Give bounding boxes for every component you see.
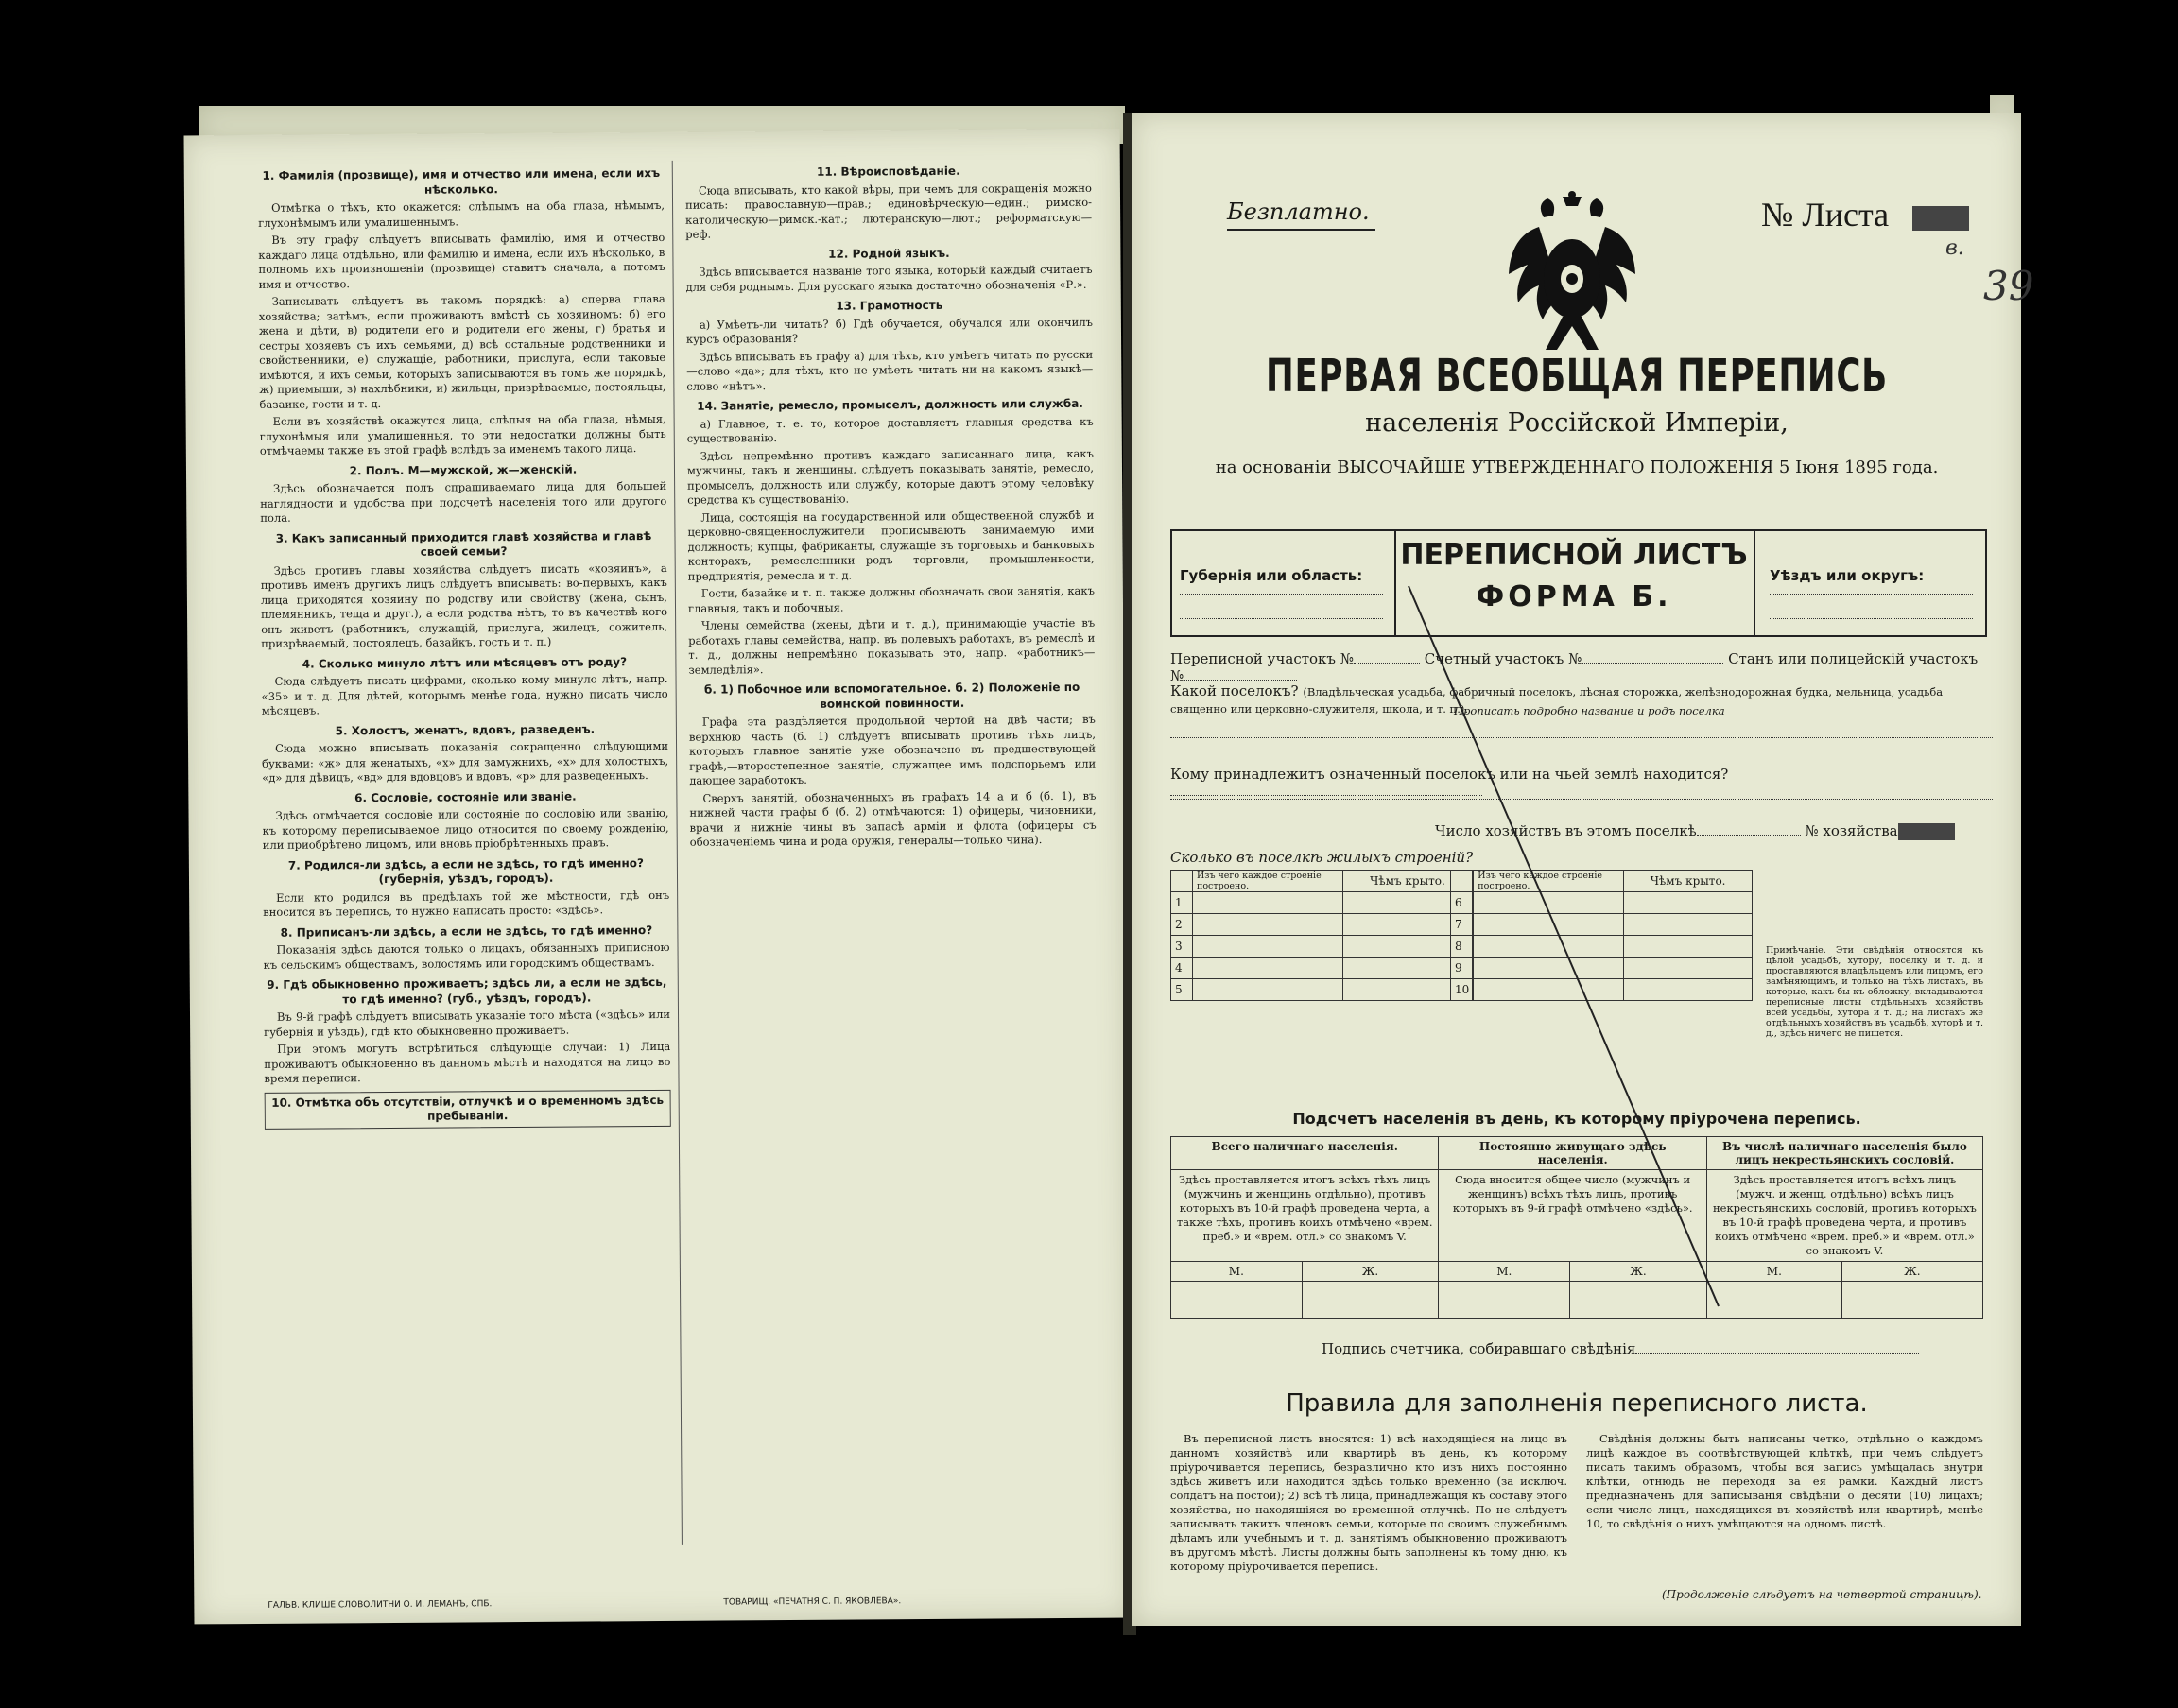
section-paragraph: Здѣсь обозначается полъ спрашиваемаго лица для большей наглядности и удобства при подсчетѣ населенія того или другого пола. bbox=[260, 478, 667, 525]
rules-right-text: Свѣдѣнія должны быть написаны четко, отдѣльно о каждомъ лицѣ каждое въ соотвѣтствующей клѣткѣ, при чемъ слѣдуетъ писать такимъ образомъ, чтобы вся запись умѣщалась внутри клѣтки, отнюдь не переходя за ея рамки. Каждый листъ предназначенъ для записыванія свѣдѣній о десяти (10) лицахъ; если число лицъ, находящихся въ хозяйствѣ или квартирѣ, менѣе 10, то свѣдѣнія о нихъ умѣщаются на одномъ листѣ. bbox=[1586, 1432, 1983, 1530]
section-paragraph: Лица, состоящія на государственной или общественной службѣ и церковно-священнослужители прописываютъ занимаемую ими должность; купцы, фабриканты, служащіе въ торговыхъ и банковыхъ конторахъ, ремесленники—родъ торговли, промышленности, предприятія, ремесла и т. д. bbox=[687, 508, 1095, 583]
section-paragraph: Сюда слѣдуетъ писать цифрами, сколько кому минуло лѣтъ, напр. «35» и т. д. Для дѣтей, которымъ менѣе года, нужно писать число мѣсяцевъ. bbox=[261, 671, 668, 717]
column-divider bbox=[672, 161, 683, 1545]
diagonal-strike-line bbox=[1132, 113, 2021, 1437]
section-paragraph: Отмѣтка о тѣхъ, кто окажется: слѣпымъ на оба глаза, нѣмымъ, глухонѣмымъ или умалишеннымъ. bbox=[258, 198, 666, 230]
section-title-10: 10. Отмѣтка объ отсутствіи, отлучкѣ и о временномъ здѣсь пребываніи. bbox=[265, 1089, 671, 1129]
left-column-b bbox=[685, 158, 1097, 853]
footer-left: ГАЛЬВ. КЛИШЕ СЛОВОЛИТНИ О. И. ЛЕМАНЪ, СПБ. bbox=[268, 1599, 493, 1611]
section-paragraph: Члены семейства (жены, дѣти и т. д.), принимающіе участіе въ работахъ главы семейства, напр. въ полевыхъ работахъ, въ ремеслѣ и т. д., должны непремѣнно показывать это, напр. «работникъ—земледѣлія». bbox=[688, 615, 1096, 677]
main-title: ПЕРВАЯ ВСЕОБЩАЯ ПЕРЕПИСЬ bbox=[1266, 350, 1888, 403]
buildings-title: Сколько въ поселкѣ жилыхъ строеній? bbox=[1170, 849, 1474, 866]
section-paragraph: При этомъ могутъ встрѣтиться слѣдующіе случаи: 1) Лица проживаютъ обыкновенно въ данномъ мѣстѣ и находятся на лицо во время переписи. bbox=[264, 1039, 671, 1085]
subtitle-decree: на основаніи ВЫСОЧАЙШЕ УТВЕРЖДЕННАГО ПОЛОЖЕНІЯ 5 Іюня 1895 года. bbox=[1215, 457, 1939, 477]
section-paragraph: Если кто родился въ предѣлахъ той же мѣстности, гдѣ онъ вносится въ перепись, то нужно написать просто: «здѣсь». bbox=[263, 888, 670, 919]
population-count-table: Всего наличнаго населенія. Постоянно живущаго здѣсь населенія. Въ числѣ наличнаго населенія было лицъ некрестьянскихъ сословій. Здѣсь проставляется итогъ всѣхъ тѣхъ лицъ (мужчинъ и женщинъ отдѣльно), противъ которыхъ въ 10-й графѣ проведена черта, а также тѣхъ, противъ коихъ отмѣчено «врем. преб.» и «врем. отл.» со знакомъ V. Сюда вносится общее число (мужчинъ и женщинъ) всѣхъ тѣхъ лицъ, противъ которыхъ въ 9-й графѣ отмѣчено «здѣсь». Здѣсь проставляется итогъ всѣхъ лицъ (мужч. и женщ. отдѣльно) всѣхъ лицъ некрестьянскихъ сословій, противъ которыхъ въ 10-й графѣ проведена черта, и противъ коихъ отмѣчено «врем. преб.» и «врем. отл.» со знакомъ V. М. Ж. М. Ж. М. Ж. bbox=[1170, 1136, 1983, 1319]
section-paragraph: Графа эта раздѣляется продольной чертой на двѣ части; въ верхнюю часть (б. 1) слѣдуетъ вписывать противъ тѣхъ лицъ, которыхъ главное занятіе уже обозначено въ предшествующей графѣ,—второстепенное занятіе, служащее имъ подспорьемъ или дающее заработокъ. bbox=[688, 712, 1097, 787]
section-title: 9. Гдѣ обыкновенно проживаетъ; здѣсь ли, а если не здѣсь, то гдѣ именно? (губ., уѣздъ, городъ). bbox=[267, 975, 667, 1006]
section-paragraph: Сверхъ занятій, обозначенныхъ въ графахъ 14 а и б (б. 1), въ нижней части графы б (б. 2) отмѣчаются: 1) офицеры, чиновники, врачи и нижніе чины въ запасѣ арміи и флота (офицеры съ обозначеніемъ чина и рода оружія, генералы—только чина). bbox=[689, 788, 1097, 849]
section-paragraph: Здѣсь непремѣнно противъ каждаго записаннаго лица, какъ мужчины, такъ и женщины, слѣдуетъ показывать занятіе, ремесло, промыселъ, должность или службу, которые даютъ этому человѣку средства къ существованію. bbox=[686, 446, 1095, 507]
footer-right: ТОВАРИЩ. «ПЕЧАТНЯ С. П. ЯКОВЛЕВА». bbox=[723, 1596, 902, 1608]
field-row-households: Число хозяйствъ въ этомъ поселкѣ № хозяйства bbox=[1170, 822, 1993, 840]
sheet-number-label: № Листа bbox=[1761, 196, 1890, 233]
section-paragraph: а) Умѣетъ-ли читать? б) Гдѣ обучается, обучался или окончилъ курсъ образованія? bbox=[685, 315, 1093, 346]
section-paragraph: Сюда вписывать, кто какой вѣры, при чемъ для сокращенія можно писать: православную—прав.; единовѣрческую—един.; римско-католическую—римск.-кат.; лютеранскую—лют.; реформатскую—реф. bbox=[684, 181, 1093, 241]
form-subtitle: ФОРМА Б. bbox=[1476, 580, 1672, 613]
section-paragraph: Въ эту графу слѣдуетъ вписывать фамилію, имя и отчество каждаго лица отдѣльно, или фамилію и имена, если ихъ нѣсколько, в полномъ ихъ произношеніи (прозвище) ставитъ сначала, а потомъ имя и отчество. bbox=[258, 230, 666, 291]
section-paragraph: Записывать слѣдуетъ въ такомъ порядкѣ: а) сперва глава хозяйства; затѣмъ, если проживаютъ вмѣстѣ съ хозяиномъ: б) его жена и дѣти, в) родители его и родители его жены, г) братья и сестры хозяевъ съ ихъ семьями, д) всѣ остальные родственники и свойственники, е) служащіе, работники, прислуга, если таковые имѣются, и ихъ семьи, которыхъ записываются въ томъ же порядкѣ, ж) приемыши, з) нахлѣбники, и) жильцы, призрѣваемые, постояльцы, базаике, гости и т. д. bbox=[258, 291, 666, 411]
section-title: 8. Приписанъ-ли здѣсь, а если не здѣсь, то гдѣ именно? bbox=[280, 923, 653, 940]
signature-line: Подпись счетчика, собиравшаго свѣдѣнія bbox=[1322, 1340, 1919, 1357]
section-paragraph: Если въ хозяйствѣ окажутся лица, слѣпыя на оба глаза, нѣмыя, глухонѣмыя или умалишенныя, то эти недостатки должны быть отмѣчаемы также въ этой графѣ вслѣдъ за именемъ такого лица. bbox=[259, 411, 666, 457]
section-paragraph: Здѣсь отмѣчается сословіе или состояніе по сословію или званію, къ которому переписываемое лицо относится по своему рожденію, или приобрѣтено лицомъ, или вновь пріобрѣтенныхъ правъ. bbox=[262, 805, 669, 852]
section-title: 6. Сословіе, состояніе или званіе. bbox=[354, 789, 577, 804]
section-title: 2. Полъ. М—мужской, ж—женскій. bbox=[349, 462, 578, 477]
section-title: 13. Грамотность bbox=[836, 298, 943, 313]
section-title: б. 1) Побочное или вспомогательное. б. 2) Положеніе по воинской повинности. bbox=[703, 680, 1080, 711]
continuation-note: (Продолженіе слѣдуетъ на четвертой страницѣ). bbox=[1662, 1588, 1982, 1601]
section-title: 7. Родился-ли здѣсь, а если не здѣсь, то гдѣ именно? (губернія, уѣздъ, городъ). bbox=[287, 855, 644, 887]
rules-left-text: Въ переписной листъ вносятся: 1) всѣ находящіеся на лицо въ данномъ хозяйствѣ или квартирѣ въ день, къ которому пріурочивается перепись, безразлично кто изъ нихъ постоянно здѣсь живетъ или находится здѣсь только временно (за исключ. солдатъ на постои); 2) всѣ тѣ лица, принадлежащія къ составу этого хозяйства, но находящіяся во временной отлучкѣ. По не слѣдуетъ записывать такихъ членовъ семьи, которые по своимъ служебнымъ дѣламъ или учебнымъ и т. д. занятіямъ обыкновенно проживаютъ въ другомъ мѣстѣ. Листы должны быть заполнены къ тому дню, къ которому пріурочивается перепись. bbox=[1170, 1432, 1567, 1573]
section-title: 3. Какъ записанный приходится главѣ хозяйства и главѣ своей семьи? bbox=[275, 528, 652, 559]
section-paragraph: Здѣсь вписывается названіе того языка, который каждый считаетъ для себя роднымъ. Для русскаго языка достаточно обозначенія «Р.». bbox=[685, 262, 1093, 294]
section-title: 11. Вѣроисповѣданіе. bbox=[816, 164, 960, 179]
buildings-table-right: Изъ чего каждое строеніе построено. Чѣмъ крыто. 6 7 8 9 10 bbox=[1450, 870, 1753, 1001]
field-row-poselok-hint: Прописать подробно название и родъ поселка bbox=[1454, 704, 1725, 717]
field-row-poselok: Какой поселокъ? (Владѣльческая усадьба, фабричный поселокъ, лѣсная сторожка, желѣзнодорожная будка, мельница, усадьба священно или церковно-служителя, школа, и т. п.). bbox=[1170, 682, 1944, 716]
section-paragraph: Здѣсь вписывать въ графу а) для тѣхъ, кто умѣетъ читать по русски—слово «да»; для тѣхъ, кто не умѣетъ читать ни на какомъ языкѣ—слово «нѣтъ». bbox=[686, 347, 1094, 393]
section-paragraph: Сюда можно вписывать показанія сокращенно слѣдующими буквами: «ж» для женатыхъ, «х» для замужнихъ, «х» для холостыхъ, «д» для дѣвицъ, «вд» для вдовцовъ и вдовъ, «р» для разведенныхъ. bbox=[262, 738, 669, 785]
left-page bbox=[184, 129, 1131, 1625]
section-title: 14. Занятіе, ремесло, промыселъ, должность или служба. bbox=[697, 396, 1083, 413]
section-paragraph: Гости, базайке и т. п. также должны обозначать свои занятія, какъ главныя, такъ и побочныя. bbox=[687, 583, 1095, 615]
form-title: ПЕРЕПИСНОЙ ЛИСТЪ bbox=[1400, 539, 1748, 572]
handwritten-letter: в. bbox=[1945, 236, 1964, 260]
section-paragraph: Здѣсь противъ главы хозяйства слѣдуетъ писать «хозяинъ», а противъ именъ другихъ лицъ слѣдуетъ вписывать: во-первыхъ, какъ лица приходятся хозяину по родству или свойству (жена, сынъ, племянникъ, теща и друг.), а если родства нѣтъ, то въ качествѣ кого онъ живетъ (работникъ, служащій, прислуга, жилецъ, сожитель, призрѣваемый, постоялецъ, базайкъ, гость и т. п.) bbox=[260, 561, 668, 650]
rules-title: Правила для заполненія переписного листа. bbox=[1286, 1389, 1868, 1418]
buildings-table-left: Изъ чего каждое строеніе построено. Чѣмъ крыто. 1 2 3 4 5 bbox=[1170, 870, 1473, 1001]
section-title: 12. Родной языкъ. bbox=[828, 246, 950, 261]
section-paragraph: Показанія здѣсь даются только о лицахъ, обязанныхъ приписною къ сельскимъ обществамъ, волостямъ или городскимъ обществамъ. bbox=[263, 940, 670, 972]
buildings-note: Примѣчаніе. Эти свѣдѣнія относятся къ цѣлой усадьбѣ, хутору, поселку и т. д. и проставляются владѣльцемъ или лицомъ, его замѣняющимъ, и только на тѣхъ листахъ, въ которые, какъ бы къ обложку, вкладываются переписные листы отдѣльныхъ хозяйствъ всей усадьбы, хутора и т. д.; на листахъ же отдѣльныхъ хозяйствъ въ усадьбѣ, хуторѣ и т. д., здѣсь ничего не пишется. bbox=[1766, 945, 1983, 1039]
right-page bbox=[1132, 113, 2034, 1626]
section-title: 5. Холостъ, женатъ, вдовъ, разведенъ. bbox=[335, 721, 596, 737]
left-column-a bbox=[258, 161, 671, 1131]
section-paragraph: а) Главное, т. е. то, которое доставляетъ главныя средства къ существованію. bbox=[686, 414, 1094, 445]
field-row-uchastok: Переписной участокъ № Счетный участокъ № Станъ или полицейскій участокъ № bbox=[1170, 650, 1979, 684]
section-paragraph: Въ 9-й графѣ слѣдуетъ вписывать указаніе того мѣста («здѣсь» или губернія и уѣздъ), гдѣ кто обыкновенно проживаетъ. bbox=[264, 1007, 671, 1039]
section-title: 4. Сколько минуло лѣтъ или мѣсяцевъ отъ роду? bbox=[302, 654, 628, 671]
province-label: Губернія или область: bbox=[1180, 567, 1363, 584]
free-label: Безплатно. bbox=[1227, 198, 1375, 231]
section-title: 1. Фамилія (прозвище), имя и отчество или имена, если ихъ нѣсколько. bbox=[262, 165, 661, 197]
subtitle-population: населенія Россійской Имперіи, bbox=[1365, 408, 1789, 438]
count-title: Подсчетъ населенія въ день, къ которому пріурочена перепись. bbox=[1292, 1110, 1861, 1128]
field-row-owner: Кому принадлежитъ означенный поселокъ или на чьей землѣ находится? bbox=[1170, 766, 1993, 800]
handwritten-number: 39 bbox=[1983, 263, 2034, 309]
district-label: Уѣздъ или округъ: bbox=[1770, 567, 1925, 584]
